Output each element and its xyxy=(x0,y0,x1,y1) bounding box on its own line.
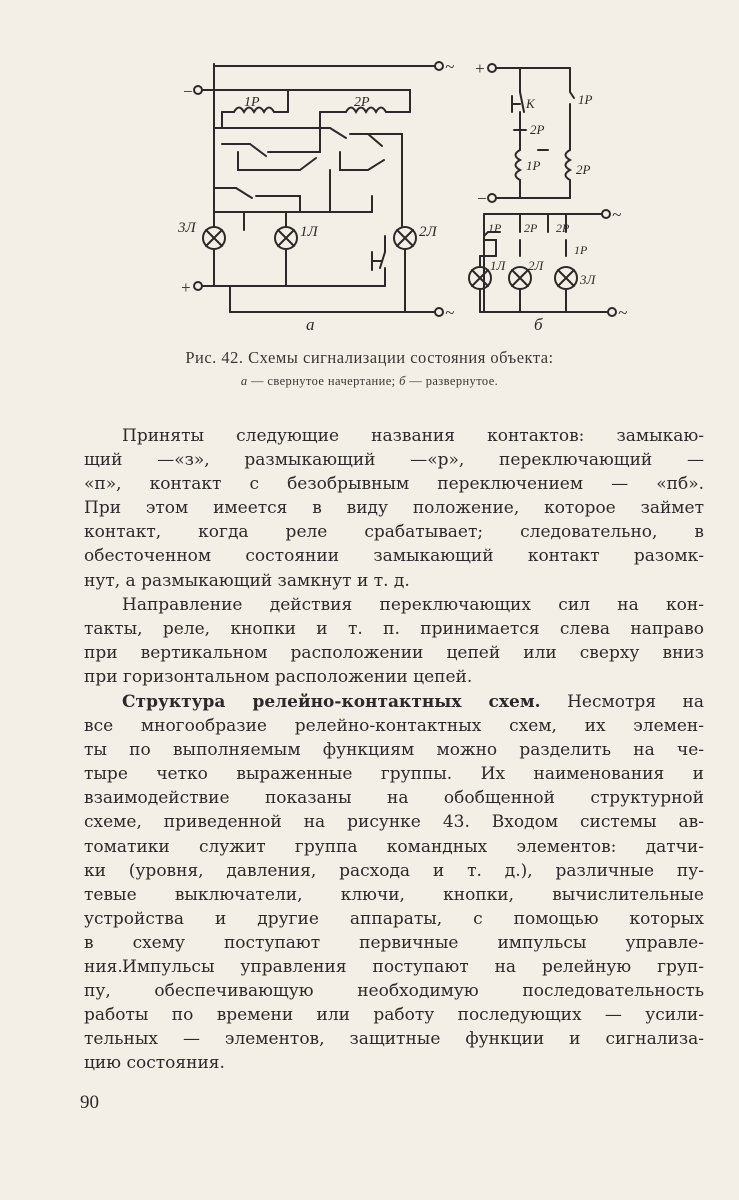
lamp-1l xyxy=(275,227,297,249)
text-line: Приняты следующие названия контактов: замыкаю- xyxy=(122,426,704,446)
paragraph-4 xyxy=(84,955,704,1075)
relay-schematics xyxy=(0,0,739,350)
text-line-first xyxy=(84,690,704,714)
label-lamp-2l: 2Л xyxy=(419,224,437,240)
label-ac-top-a: ~ xyxy=(445,57,455,76)
terminal-ac-bottom-a xyxy=(435,308,443,316)
label-ac-bottom-a: ~ xyxy=(445,303,455,322)
figure-caption-title: Рис. 42. Схемы сигнализации состояния объекта: xyxy=(185,348,554,367)
caption-b-text: — развернутое. xyxy=(405,374,499,388)
label-lamp-1l: 1Л xyxy=(300,224,318,240)
text-line: «п», контакт с безобрывным переключением — «пб». xyxy=(84,474,704,495)
text-line: Импульсы управления поступают на релейную груп- xyxy=(122,957,704,977)
caption-b-letter: б xyxy=(399,374,406,388)
lamp-2l xyxy=(394,227,416,249)
paragraph-3 xyxy=(84,690,704,979)
label-minus-b: − xyxy=(476,189,488,208)
page-number: 90 xyxy=(80,1092,99,1113)
push-button-a xyxy=(372,236,385,286)
label-coil-1p-b: 1Р xyxy=(526,158,541,173)
text-line: цию состояния. xyxy=(84,1053,225,1074)
terminal-ac-bottom-b xyxy=(608,308,616,316)
text-line: взаимодействие показаны на обобщенной структурной xyxy=(84,788,704,809)
figure-42 xyxy=(0,0,739,350)
label-row-1p: 1Р xyxy=(488,221,502,235)
label-ac-top-b: ~ xyxy=(612,205,622,224)
text-line: тевые выключатели, ключи, кнопки, вычислительные xyxy=(84,884,704,905)
label-plus-b: + xyxy=(474,59,486,78)
terminal-ac-top-a xyxy=(435,62,443,70)
text-line: при горизонтальном расположении цепей. xyxy=(84,667,473,688)
figure-caption-subtitle xyxy=(0,374,739,389)
text-line: ния. xyxy=(84,957,123,978)
label-relay-1p: 1Р xyxy=(244,95,260,110)
label-coil-2p-b: 2Р xyxy=(576,162,591,177)
text-line: При этом имеется в виду положение, которое займет xyxy=(84,498,704,519)
section-heading: Структура релейно-контактных схем. xyxy=(122,692,541,712)
label-lamp-3l: 3Л xyxy=(178,220,196,236)
label-sub-b: б xyxy=(534,315,543,334)
lamp-1l-b xyxy=(469,267,491,289)
label-plus-a: + xyxy=(180,278,192,297)
label-sub-a: а xyxy=(306,315,315,334)
text-line: устройства и другие аппараты, с помощью которых xyxy=(84,908,704,929)
label-relay-2p: 2Р xyxy=(354,95,370,110)
text-line: такты, реле, кнопки и т. п. принимается слева направо xyxy=(84,619,704,640)
text-line: в схему поступают первичные импульсы управле- xyxy=(84,932,704,953)
paragraph-2 xyxy=(84,593,704,689)
label-row-2p-2: 2Р xyxy=(556,221,570,235)
paragraph-1 xyxy=(84,424,704,593)
label-lamp-3l-b: 3Л xyxy=(580,272,596,287)
text-line: контакт, когда реле срабатывает; следовательно, в xyxy=(84,522,704,543)
lamp-3l xyxy=(203,227,225,249)
label-row-2p-1: 2Р xyxy=(524,221,538,235)
text-line: тельных — элементов, защитные функции и сигнализа- xyxy=(84,1029,704,1050)
lamp-3l-b xyxy=(555,267,577,289)
text-line: тыре четко выраженные группы. Их наименования и xyxy=(84,764,704,785)
caption-a-letter: а xyxy=(240,374,248,388)
terminal-minus-b xyxy=(488,194,496,202)
label-contact-2p-b: 2Р xyxy=(530,122,545,137)
label-row-1p-2: 1Р xyxy=(574,243,588,257)
text-line: при вертикальном расположении цепей или сверху вниз xyxy=(84,643,704,664)
text-line: схеме, приведенной на рисунке 43. Входом системы ав- xyxy=(84,812,704,833)
text-line: ты по выполняемым функциям можно разделить на че- xyxy=(84,740,704,761)
terminal-plus-a xyxy=(194,282,202,290)
text-line: нут, а размыкающий замкнут и т. д. xyxy=(84,570,410,591)
text-line: все многообразие релейно-контактных схем, их элемен- xyxy=(84,716,704,737)
label-button-k: К xyxy=(526,96,535,111)
diagram-a xyxy=(194,62,443,316)
terminal-minus-a xyxy=(194,86,202,94)
label-ac-bottom-b: ~ xyxy=(618,303,628,322)
text-line: томатики служит группа командных элементов: датчи- xyxy=(84,836,704,857)
label-lamp-2l-b: 2Л xyxy=(528,258,544,273)
label-minus-a: − xyxy=(182,82,194,101)
text-line: ки (уровня, давления, расхода и т. д.), различные пу- xyxy=(84,860,704,881)
terminal-plus-b xyxy=(488,64,496,72)
label-contact-1p-b: 1Р xyxy=(578,92,593,107)
text-line: щий —«з», размыкающий —«р», переключающий — xyxy=(84,450,704,471)
terminal-ac-top-b xyxy=(602,210,610,218)
label-lamp-1l-b: 1Л xyxy=(490,258,506,273)
caption-a-text: — свернутое начертание; xyxy=(247,374,400,388)
text-line: работы по времени или работу последующих — усили- xyxy=(84,1005,704,1026)
text-line: пу, обеспечивающую необходимую последовательность xyxy=(84,981,704,1002)
text-line: обесточенном состоянии замыкающий контакт разомк- xyxy=(84,546,704,567)
heading-rest: Несмотря на xyxy=(540,692,704,712)
text-line: Направление действия переключающих сил на кон- xyxy=(122,595,704,615)
